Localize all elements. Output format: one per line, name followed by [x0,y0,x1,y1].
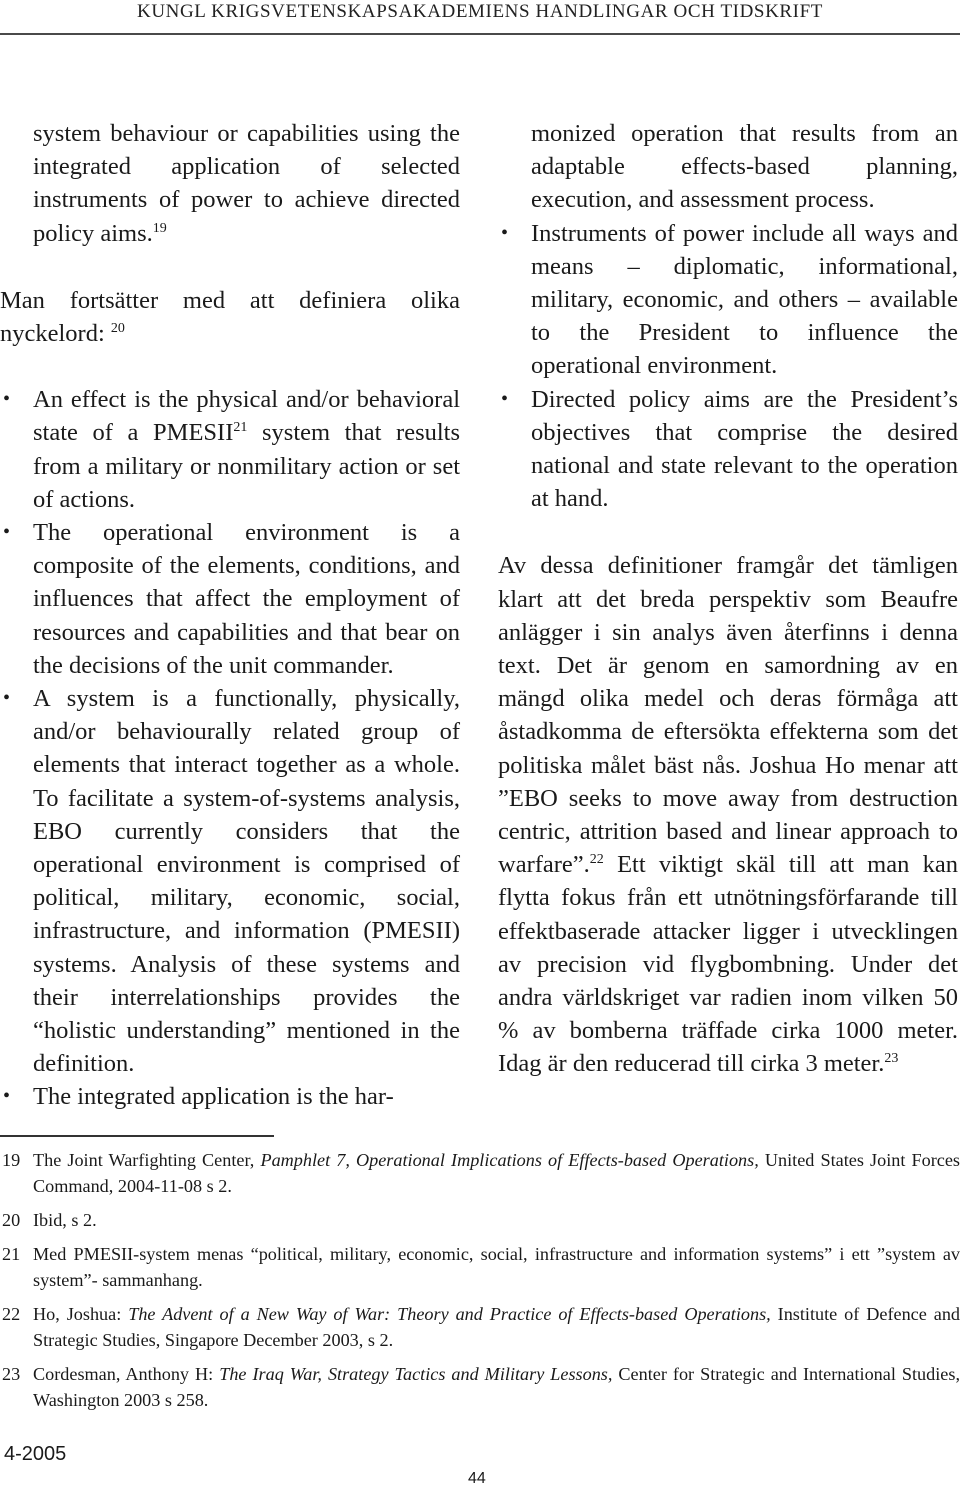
issue-label: 4-2005 [4,1443,67,1465]
footnote-ref-22: 22 [589,852,604,868]
list-item-effect: • An effect is the physical and/or behavioral state of a PMESII$^{21}$ system that results from a military or nonmilitary action or set of actions. [0,383,460,516]
footnote-23: 23 Cordesman, Anthony H: The Iraq War, Strategy Tactics and Military Lessons, Center for Strategic and International Studies, Washington 2003 s 258. [2,1364,960,1410]
left-column [0,117,460,1114]
body-paragraph-keywords: Man fortsätter med att definiera olika nyckelord: $^{20}$ [0,286,460,348]
footnote-ref-20: 20 [110,321,125,337]
list-item-continuation: monized operation that results from an adaptable effects-based planning, execution, and assessment process. [531,120,958,214]
list-item-operational-environment: • The operational environment is a composite of the elements, conditions, and influences that affect the employment of resources and capabilities and that bear on the decisions of the unit commander. [0,516,460,682]
footnote-20: 20 Ibid, s 2. [2,1210,97,1230]
footnote-19: 19 The Joint Warfighting Center, Pamphlet 7, Operational Implications of Effects-based Operations, United States Joint Forces Command, 2004-11-08 s 2. [2,1150,960,1196]
list-item-integrated-application: • The integrated application is the har- [0,1080,460,1113]
footnote-ref-21: 21 [233,420,248,436]
list-item-system: • A system is a functionally, physically, and/or behaviourally related group of elements that interact together as a whole. To facilitate a system-of-systems analysis, EBO currently considers that the operational environment is comprised of political, military, economic, social, infrastructure, and information (PMESII) systems. Analysis of these systems and their interrelationships provides the “holistic understanding” mentioned in the definition. [0,682,460,1080]
body-paragraph-analysis: Av dessa definitioner framgår det tämligen klart att det breda perspektiv som Beaufre anlägger i sin analys även återfinns i denna text. Det är genom en samordning av en mängd olika medel och deras förmåga att åstadkomma de eftersökta effekterna som det politiska målet bäst nås. Joshua Ho menar att ”EBO seeks to move away from destruction centric, attrition based and linear approach to warfare”.$^{22}$ Ett viktigt skäl till att man kan flytta fokus från ett utnötningsförfarande till effektbaserade attacker ligger i utvecklingen av precision vid flygbombning. Under det andra världskriget var radien inom vilken 50 % av bomberna träffade cirka 1000 meter. Idag är den reducerad till cirka 3 meter.$^{23}$ [498,552,958,1078]
footnote-rule [0,1135,274,1137]
footnote-21: 21 Med PMESII-system menas “political, military, economic, social, infrastructure and information systems” i ett ”system av system”- sammanhang. [2,1244,960,1290]
footnotes [0,1147,960,1421]
keyword-list [0,383,460,1113]
list-item-directed-policy-aims: • Directed policy aims are the President’s objectives that comprise the desired national and state relevant to the operation at hand. [498,383,958,516]
right-column [498,117,958,1081]
keyword-list-continued [498,217,958,516]
footnote-22: 22 Ho, Joshua: The Advent of a New Way of War: Theory and Practice of Effects-based Operations, Institute of Defence and Strategic Studies, Singapore December 2003, s 2. [2,1304,960,1350]
footnote-ref-23: 23 [884,1051,899,1067]
header-rule [0,33,960,35]
page-number: 44 [468,1470,486,1487]
running-header: KUNGL KRIGSVETENSKAPSAKADEMIENS HANDLINGAR OCH TIDSKRIFT [137,1,823,22]
list-item-instruments-of-power: • Instruments of power include all ways and means – diplomatic, informational, military, economic, and others – available to the President to influence the operational environment. [498,217,958,383]
footnote-ref-19: 19 [152,220,167,236]
definition-continuation: system behaviour or capabilities using the integrated application of selected instruments of power to achieve directed policy aims.$^{19}$ [33,120,460,247]
